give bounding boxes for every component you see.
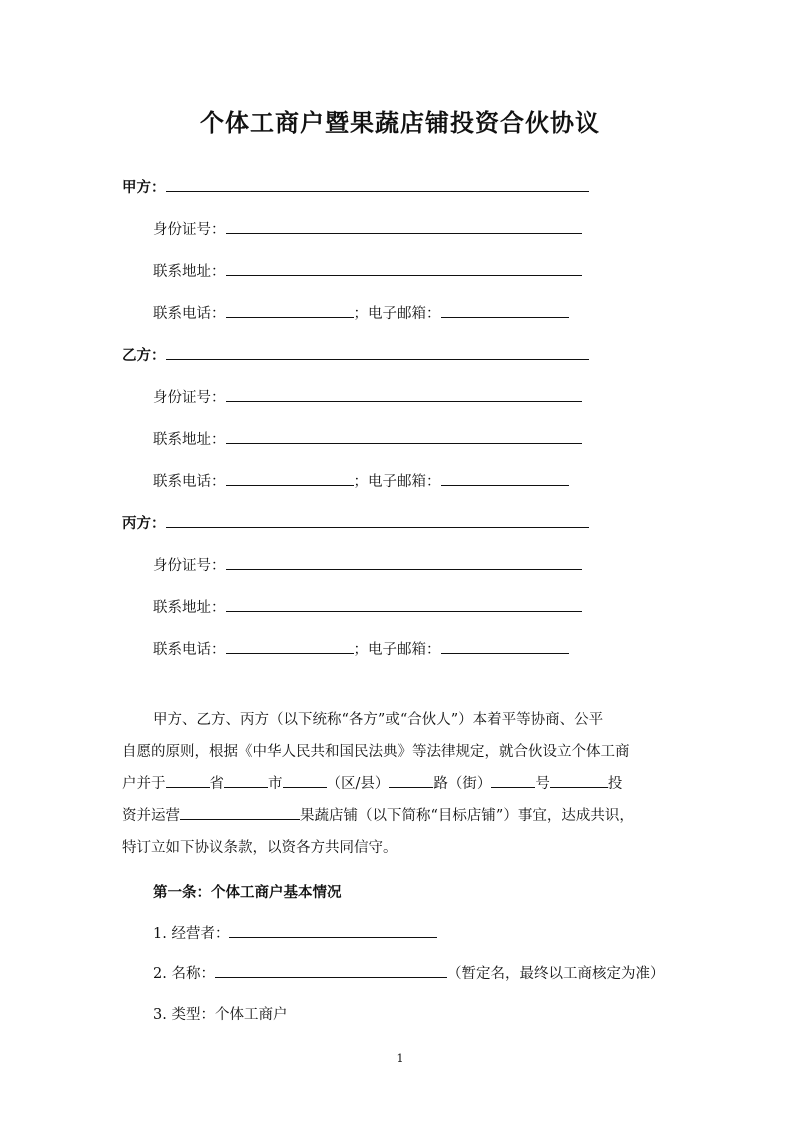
extra-blank[interactable]: [550, 773, 608, 788]
operator-label: 1. 经营者：: [153, 926, 230, 942]
number-blank[interactable]: [491, 773, 535, 788]
party-b-email-label: 电子邮箱：: [368, 474, 441, 490]
intro-line-3-g: 投: [607, 776, 623, 792]
party-a-address-line: [153, 261, 582, 282]
party-b-address-label: 联系地址：: [153, 432, 226, 448]
party-b-contact-line: [153, 471, 569, 492]
intro-line-3-c: 市: [268, 776, 283, 792]
party-b-id-label: 身份证号：: [153, 390, 226, 406]
party-b-line: [122, 345, 589, 366]
party-c-address-line: [153, 597, 582, 618]
party-a-id-line: [153, 219, 582, 240]
party-b-id-line: [153, 387, 582, 408]
party-b-email-sep: ；: [353, 474, 368, 490]
province-blank[interactable]: [166, 773, 210, 788]
party-b-address-line: [153, 429, 582, 450]
store-name-blank[interactable]: [180, 805, 300, 820]
type-value: 个体工商户: [214, 1007, 288, 1023]
party-c-id-line: [153, 555, 582, 576]
party-a-phone-label: 联系电话：: [153, 306, 226, 322]
party-c-line: [122, 513, 589, 534]
article-1-heading: 第一条：个体工商户基本情况: [153, 885, 342, 901]
intro-line-3-f: 号: [535, 776, 550, 792]
party-a-address-label: 联系地址：: [153, 264, 226, 280]
intro-line-3-d: （区/县）: [326, 776, 390, 792]
business-name-label: 2. 名称：: [153, 966, 215, 982]
party-c-phone-blank[interactable]: [226, 639, 354, 654]
page-number: 1: [396, 1052, 404, 1065]
party-a-name-blank[interactable]: [166, 177, 589, 192]
party-c-name-blank[interactable]: [166, 513, 589, 528]
party-a-contact-line: [153, 303, 569, 324]
party-a-label: 甲方：: [122, 180, 166, 196]
intro-line-3-e: 路（街）: [433, 776, 492, 792]
party-c-id-blank[interactable]: [226, 555, 582, 570]
party-b-name-blank[interactable]: [166, 345, 589, 360]
article-1-item-1: [153, 923, 437, 944]
party-c-label: 丙方：: [122, 516, 166, 532]
party-c-contact-line: [153, 639, 569, 660]
intro-line-1: 甲方、乙方、丙方（以下统称“各方”或“合伙人”）本着平等协商、公平: [153, 712, 604, 728]
party-c-email-blank[interactable]: [441, 639, 569, 654]
road-blank[interactable]: [389, 773, 433, 788]
intro-line-3-b: 省: [209, 776, 224, 792]
business-name-blank[interactable]: [215, 963, 447, 978]
party-c-id-label: 身份证号：: [153, 558, 226, 574]
party-c-address-label: 联系地址：: [153, 600, 226, 616]
party-a-id-label: 身份证号：: [153, 222, 226, 238]
district-blank[interactable]: [283, 773, 327, 788]
party-a-email-label: 电子邮箱：: [368, 306, 441, 322]
intro-line-3-a: 户并于: [122, 776, 166, 792]
intro-line-4-a: 资并运营: [122, 808, 180, 824]
party-b-address-blank[interactable]: [226, 429, 582, 444]
party-b-phone-blank[interactable]: [226, 471, 354, 486]
party-a-address-blank[interactable]: [226, 261, 582, 276]
party-a-email-sep: ；: [353, 306, 368, 322]
party-a-phone-blank[interactable]: [226, 303, 354, 318]
article-1-item-2: [153, 963, 664, 984]
party-b-phone-label: 联系电话：: [153, 474, 226, 490]
city-blank[interactable]: [224, 773, 268, 788]
type-label: 3. 类型：: [153, 1007, 215, 1023]
party-b-label: 乙方：: [122, 348, 166, 364]
party-a-id-blank[interactable]: [226, 219, 582, 234]
intro-line-4: [122, 800, 682, 832]
party-a-line: [122, 177, 589, 198]
party-a-email-blank[interactable]: [441, 303, 569, 318]
party-c-email-label: 电子邮箱：: [368, 642, 441, 658]
intro-line-3: [122, 768, 682, 800]
party-c-phone-label: 联系电话：: [153, 642, 226, 658]
intro-line-2: 自愿的原则，根据《中华人民共和国民法典》等法律规定，就合伙设立个体工商: [122, 744, 630, 760]
article-1-item-3: [153, 1005, 287, 1025]
business-name-note: （暂定名，最终以工商核定为准）: [446, 966, 665, 982]
intro-line-5: 特订立如下协议条款，以资各方共同信守。: [122, 840, 398, 856]
operator-blank[interactable]: [229, 923, 437, 938]
party-b-id-blank[interactable]: [226, 387, 582, 402]
party-b-email-blank[interactable]: [441, 471, 569, 486]
intro-paragraph: [122, 704, 682, 864]
document-title: 个体工商户暨果蔬店铺投资合伙协议: [200, 109, 600, 137]
party-c-email-sep: ；: [353, 642, 368, 658]
intro-line-4-b: 果蔬店铺（以下简称“目标店铺”）事宜，达成共识，: [300, 808, 634, 824]
party-c-address-blank[interactable]: [226, 597, 582, 612]
